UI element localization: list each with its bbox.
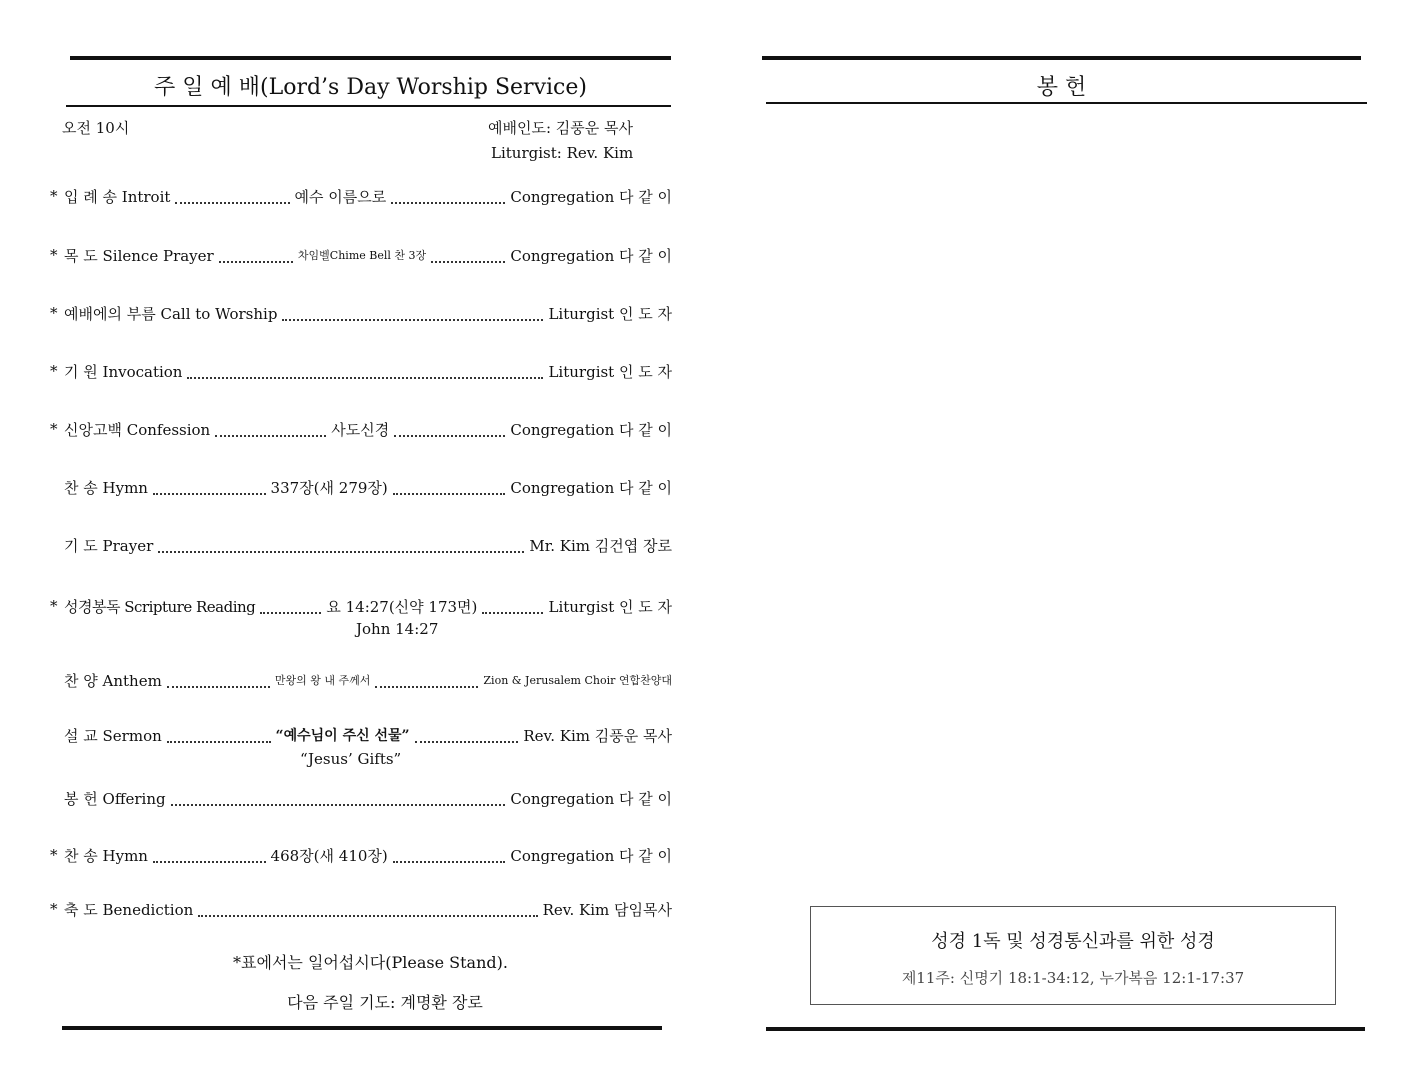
leader-dots — [175, 188, 289, 204]
leader-dots — [167, 672, 270, 688]
leader-dots — [153, 847, 266, 863]
liturgist-en: Liturgist: Rev. Kim — [491, 144, 634, 162]
order-item-hymn-2 — [50, 843, 672, 867]
liturgist-ko: 예배인도: 김풍운 목사 — [488, 119, 634, 137]
leader-dots — [391, 188, 505, 204]
leader-dots — [482, 598, 543, 614]
service-time: 오전 10시 — [62, 119, 130, 137]
order-item-introit — [50, 184, 672, 208]
leader-dots — [198, 901, 537, 917]
item-label: 찬 송 Hymn — [64, 478, 148, 497]
stand-marker: * — [50, 187, 58, 205]
item-label: 찬 송 Hymn — [64, 846, 148, 865]
item-label: 축 도 Benediction — [64, 900, 194, 919]
item-label: 신앙고백 Confession — [64, 420, 211, 439]
bible-reading-box — [810, 906, 1336, 1005]
sermon-title: “예수님이 주신 선물” — [275, 728, 410, 744]
leader-dots — [167, 727, 271, 743]
item-responder: Rev. Kim 김풍운 목사 — [523, 726, 672, 745]
left-bottom-rule — [62, 1026, 662, 1030]
right-top-rule — [762, 56, 1361, 60]
item-label: 입 례 송 Introit — [64, 187, 171, 206]
leader-dots — [393, 847, 506, 863]
order-item-confession — [50, 417, 672, 441]
left-title-underline — [66, 105, 671, 107]
item-detail: 337장(새 279장) — [270, 478, 388, 497]
next-week-prayer: 다음 주일 기도: 계명환 장로 — [287, 993, 483, 1012]
stand-marker: * — [50, 846, 58, 864]
order-item-sermon — [50, 723, 672, 747]
leader-dots — [260, 598, 321, 614]
item-responder: Liturgist 인 도 자 — [548, 597, 673, 616]
item-responder: Rev. Kim 담임목사 — [542, 900, 672, 919]
stand-marker: * — [50, 246, 58, 264]
leader-dots — [153, 479, 266, 495]
bible-reading-title: 성경 1독 및 성경통신과를 위한 성경 — [931, 931, 1215, 952]
item-detail: 사도신경 — [331, 420, 390, 439]
item-label: 목 도 Silence Prayer — [64, 246, 214, 265]
item-responder: Congregation 다 같 이 — [510, 420, 672, 439]
leader-dots — [393, 479, 506, 495]
item-label: 기 원 Invocation — [64, 362, 183, 381]
item-responder: Congregation 다 같 이 — [510, 187, 673, 206]
order-item-silence-prayer — [50, 243, 672, 267]
leader-dots — [187, 363, 543, 379]
stand-note: *표에서는 일어섭시다(Please Stand). — [233, 953, 508, 972]
item-label: 찬 양 Anthem — [64, 671, 162, 690]
item-responder: Congregation 다 같 이 — [510, 789, 672, 808]
order-item-hymn-1 — [50, 475, 672, 499]
item-responder: Congregation 다 같 이 — [510, 846, 672, 865]
leader-dots — [171, 790, 506, 806]
order-item-prayer — [50, 533, 672, 557]
item-detail: 예수 이름으로 — [294, 187, 387, 206]
leader-dots — [375, 672, 478, 688]
worship-title: 주 일 예 배(Lord’s Day Worship Service) — [154, 75, 587, 100]
item-responder: Liturgist 인 도 자 — [548, 362, 672, 381]
stand-marker: * — [50, 420, 58, 438]
leader-dots — [394, 421, 505, 437]
leader-dots — [415, 727, 519, 743]
item-label: 설 교 Sermon — [64, 726, 162, 745]
sermon-title-en: “Jesus’ Gifts” — [300, 750, 402, 768]
stand-marker: * — [50, 900, 58, 918]
right-bottom-rule — [766, 1027, 1365, 1031]
item-label: 봉 헌 Offering — [64, 789, 166, 808]
item-label: 기 도 Prayer — [64, 536, 154, 555]
left-top-rule — [70, 56, 671, 60]
item-label: 예배에의 부름 Call to Worship — [64, 304, 278, 323]
item-detail: 만왕의 왕 내 주께서 — [274, 674, 371, 687]
order-item-benediction — [50, 897, 672, 921]
scripture-reference-en: John 14:27 — [356, 620, 439, 638]
stand-marker: * — [50, 304, 58, 322]
item-detail: 요 14:27(신약 173면) — [326, 597, 478, 616]
order-item-scripture-reading — [50, 594, 672, 618]
stand-marker: * — [50, 362, 58, 380]
order-item-anthem — [50, 668, 672, 692]
leader-dots — [431, 247, 505, 263]
leader-dots — [158, 537, 524, 553]
right-title-underline — [766, 102, 1367, 104]
order-item-invocation — [50, 359, 672, 383]
item-responder: Mr. Kim 김건엽 장로 — [529, 536, 672, 555]
leader-dots — [282, 305, 543, 321]
item-detail: 468장(새 410장) — [270, 846, 388, 865]
leader-dots — [219, 247, 293, 263]
item-responder: Congregation 다 같 이 — [510, 478, 672, 497]
bible-reading-schedule: 제11주: 신명기 18:1-34:12, 누가복음 12:1-17:37 — [901, 969, 1245, 987]
order-item-offering — [50, 786, 672, 810]
item-label: 성경봉독 Scripture Reading — [64, 597, 256, 616]
offering-title: 봉 헌 — [1036, 75, 1087, 100]
item-responder: Congregation 다 같 이 — [510, 246, 673, 265]
item-responder: Zion & Jerusalem Choir 연합찬양대 — [483, 674, 673, 687]
order-item-call-to-worship — [50, 301, 672, 325]
item-detail: 차임벨Chime Bell 찬 3장 — [297, 249, 427, 262]
item-responder: Liturgist 인 도 자 — [548, 304, 672, 323]
leader-dots — [215, 421, 326, 437]
stand-marker: * — [50, 597, 58, 615]
